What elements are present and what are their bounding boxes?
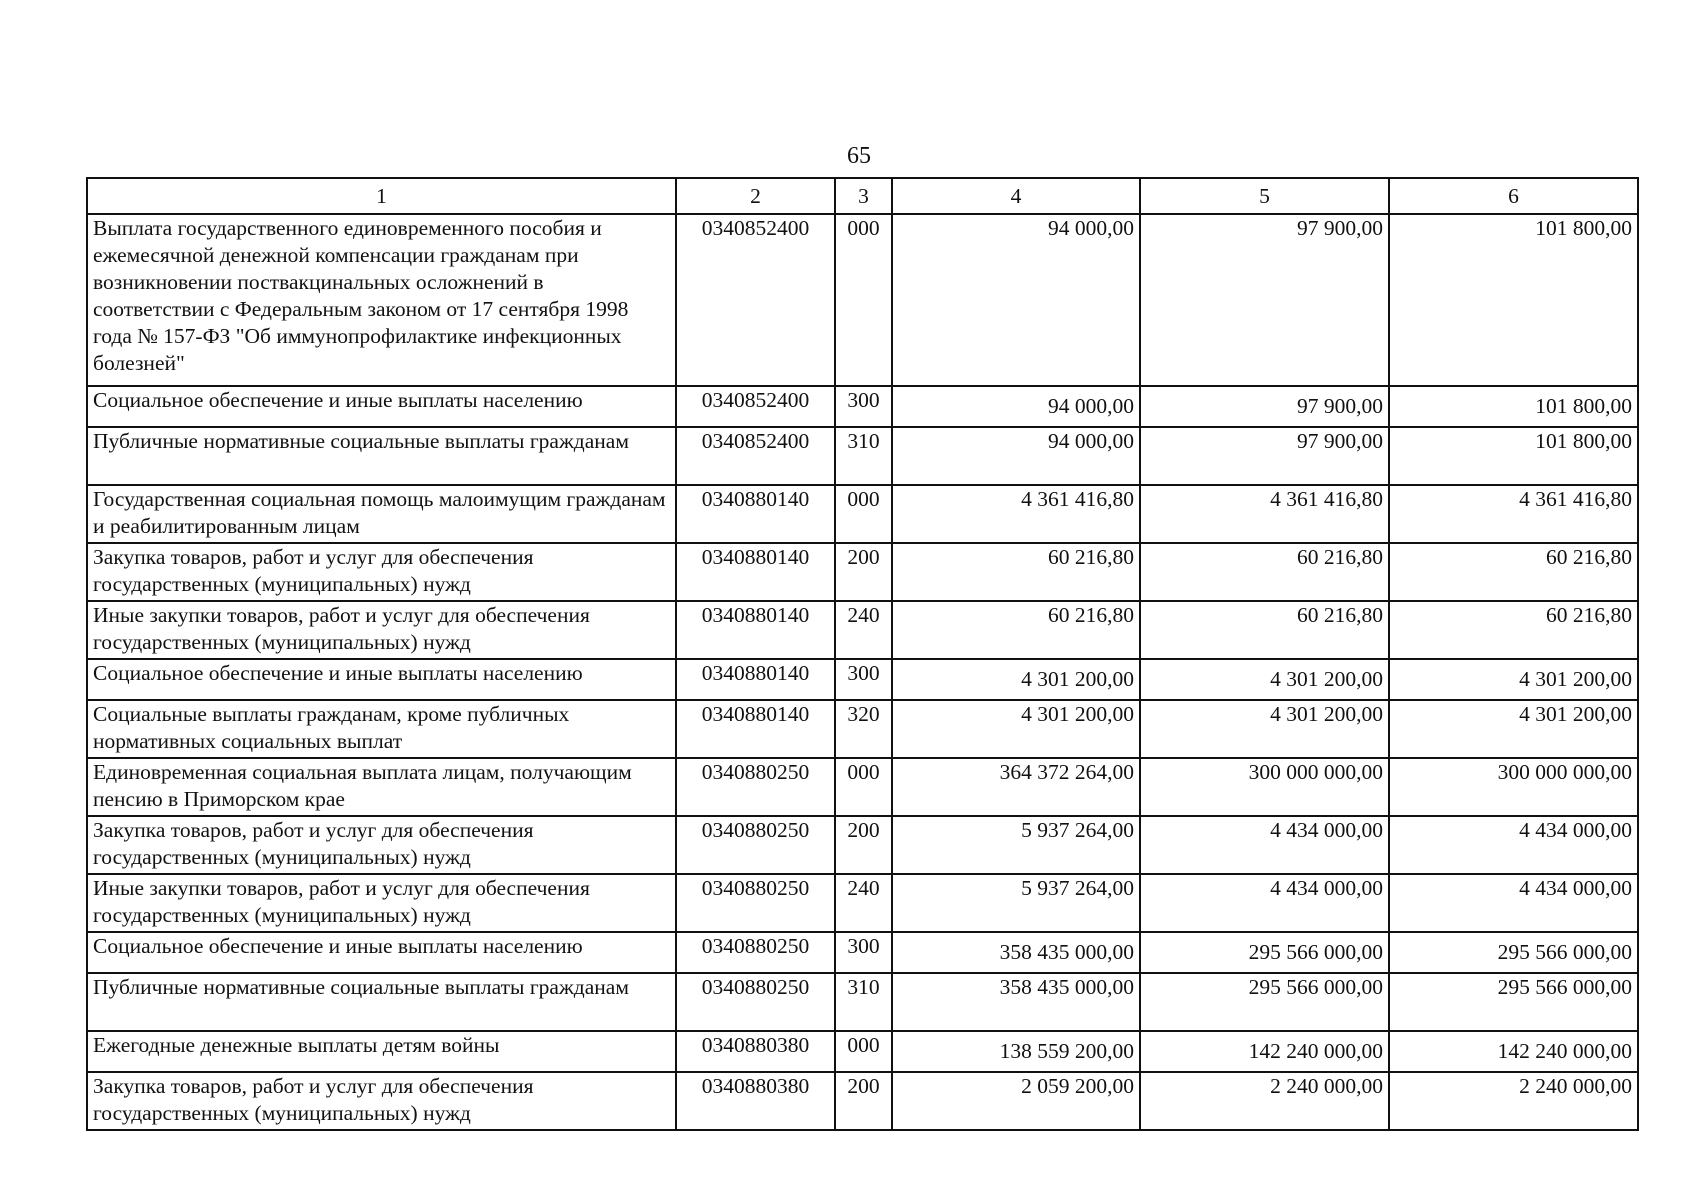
amount-col-4-cell: 60 216,80: [892, 601, 1140, 659]
amount-col-5-cell: 97 900,00: [1140, 214, 1389, 386]
amount-col-5-cell: 295 566 000,00: [1140, 932, 1389, 973]
header-col-2: 2: [676, 178, 835, 214]
amount-col-6-cell: 101 800,00: [1389, 214, 1638, 386]
row-name-cell: Иные закупки товаров, работ и услуг для обеспечения государственных (муниципальных) нужд: [87, 874, 676, 932]
table-row: [87, 758, 1638, 816]
row-name-cell: Выплата государственного единовременного пособия и ежемесячной денежной компенсации гражданам при возникновении поствакцинальных осложнений в соответствии с Федеральным законом от 17 сентября 1998 года № 157-ФЗ "Об иммунопрофилактике инфекционных болезней": [87, 214, 676, 386]
amount-col-6-cell: 101 800,00: [1389, 427, 1638, 485]
target-article-code-cell: 0340880140: [676, 543, 835, 601]
target-article-code-cell: 0340880140: [676, 700, 835, 758]
amount-col-6-cell: 4 301 200,00: [1389, 659, 1638, 700]
amount-col-6-cell: 60 216,80: [1389, 601, 1638, 659]
table-row: [87, 601, 1638, 659]
budget-table: [86, 177, 1639, 1131]
expense-type-code-cell: 240: [835, 874, 892, 932]
amount-col-5-cell: 4 301 200,00: [1140, 659, 1389, 700]
table-row: [87, 214, 1638, 386]
amount-col-5-cell: 2 240 000,00: [1140, 1072, 1389, 1130]
table-row: [87, 700, 1638, 758]
expense-type-code-cell: 320: [835, 700, 892, 758]
amount-col-5-cell: 60 216,80: [1140, 601, 1389, 659]
target-article-code-cell: 0340880250: [676, 932, 835, 973]
header-col-6: 6: [1389, 178, 1638, 214]
amount-col-4-cell: 5 937 264,00: [892, 874, 1140, 932]
header-col-1: 1: [87, 178, 676, 214]
table-row: [87, 659, 1638, 700]
table-row: [87, 1072, 1638, 1130]
expense-type-code-cell: 300: [835, 659, 892, 700]
amount-col-6-cell: 4 301 200,00: [1389, 700, 1638, 758]
amount-col-4-cell: 94 000,00: [892, 214, 1140, 386]
amount-col-4-cell: 94 000,00: [892, 386, 1140, 427]
target-article-code-cell: 0340880380: [676, 1031, 835, 1072]
amount-col-5-cell: 142 240 000,00: [1140, 1031, 1389, 1072]
expense-type-code-cell: 200: [835, 816, 892, 874]
amount-col-4-cell: 358 435 000,00: [892, 932, 1140, 973]
amount-col-6-cell: 2 240 000,00: [1389, 1072, 1638, 1130]
expense-type-code-cell: 240: [835, 601, 892, 659]
amount-col-5-cell: 4 361 416,80: [1140, 485, 1389, 543]
target-article-code-cell: 0340880380: [676, 1072, 835, 1130]
amount-col-4-cell: 4 361 416,80: [892, 485, 1140, 543]
page-number: 65: [847, 143, 871, 169]
row-name-cell: Публичные нормативные социальные выплаты гражданам: [87, 427, 676, 485]
amount-col-4-cell: 2 059 200,00: [892, 1072, 1140, 1130]
row-name-cell: Государственная социальная помощь малоимущим гражданам и реабилитированным лицам: [87, 485, 676, 543]
amount-col-4-cell: 138 559 200,00: [892, 1031, 1140, 1072]
row-name-cell: Социальные выплаты гражданам, кроме публичных нормативных социальных выплат: [87, 700, 676, 758]
amount-col-6-cell: 142 240 000,00: [1389, 1031, 1638, 1072]
amount-col-5-cell: 4 434 000,00: [1140, 816, 1389, 874]
table-row: [87, 543, 1638, 601]
row-name-cell: Социальное обеспечение и иные выплаты населению: [87, 932, 676, 973]
amount-col-5-cell: 4 301 200,00: [1140, 700, 1389, 758]
row-name-cell: Закупка товаров, работ и услуг для обеспечения государственных (муниципальных) нужд: [87, 543, 676, 601]
row-name-cell: Закупка товаров, работ и услуг для обеспечения государственных (муниципальных) нужд: [87, 1072, 676, 1130]
header-col-5: 5: [1140, 178, 1389, 214]
amount-col-4-cell: 4 301 200,00: [892, 659, 1140, 700]
target-article-code-cell: 0340852400: [676, 214, 835, 386]
expense-type-code-cell: 000: [835, 1031, 892, 1072]
expense-type-code-cell: 000: [835, 485, 892, 543]
row-name-cell: Ежегодные денежные выплаты детям войны: [87, 1031, 676, 1072]
table-row: [87, 816, 1638, 874]
target-article-code-cell: 0340880250: [676, 874, 835, 932]
row-name-cell: Социальное обеспечение и иные выплаты населению: [87, 659, 676, 700]
table-row: [87, 874, 1638, 932]
amount-col-6-cell: 300 000 000,00: [1389, 758, 1638, 816]
amount-col-6-cell: 295 566 000,00: [1389, 932, 1638, 973]
expense-type-code-cell: 300: [835, 932, 892, 973]
target-article-code-cell: 0340880140: [676, 601, 835, 659]
amount-col-6-cell: 295 566 000,00: [1389, 973, 1638, 1031]
target-article-code-cell: 0340880250: [676, 816, 835, 874]
amount-col-4-cell: 358 435 000,00: [892, 973, 1140, 1031]
table-row: [87, 1031, 1638, 1072]
amount-col-5-cell: 300 000 000,00: [1140, 758, 1389, 816]
row-name-cell: Единовременная социальная выплата лицам, получающим пенсию в Приморском крае: [87, 758, 676, 816]
header-row: [87, 178, 1638, 214]
amount-col-4-cell: 5 937 264,00: [892, 816, 1140, 874]
table-row: [87, 427, 1638, 485]
expense-type-code-cell: 200: [835, 1072, 892, 1130]
amount-col-6-cell: 4 361 416,80: [1389, 485, 1638, 543]
target-article-code-cell: 0340852400: [676, 386, 835, 427]
table-row: [87, 973, 1638, 1031]
amount-col-5-cell: 295 566 000,00: [1140, 973, 1389, 1031]
row-name-cell: Публичные нормативные социальные выплаты гражданам: [87, 973, 676, 1031]
amount-col-5-cell: 97 900,00: [1140, 427, 1389, 485]
expense-type-code-cell: 000: [835, 214, 892, 386]
target-article-code-cell: 0340852400: [676, 427, 835, 485]
row-name-cell: Социальное обеспечение и иные выплаты населению: [87, 386, 676, 427]
header-col-3: 3: [835, 178, 892, 214]
amount-col-6-cell: 4 434 000,00: [1389, 816, 1638, 874]
amount-col-5-cell: 97 900,00: [1140, 386, 1389, 427]
amount-col-4-cell: 60 216,80: [892, 543, 1140, 601]
expense-type-code-cell: 300: [835, 386, 892, 427]
amount-col-6-cell: 101 800,00: [1389, 386, 1638, 427]
expense-type-code-cell: 310: [835, 427, 892, 485]
row-name-cell: Закупка товаров, работ и услуг для обеспечения государственных (муниципальных) нужд: [87, 816, 676, 874]
target-article-code-cell: 0340880250: [676, 973, 835, 1031]
amount-col-6-cell: 60 216,80: [1389, 543, 1638, 601]
header-col-4: 4: [892, 178, 1140, 214]
expense-type-code-cell: 000: [835, 758, 892, 816]
target-article-code-cell: 0340880250: [676, 758, 835, 816]
table-row: [87, 485, 1638, 543]
amount-col-5-cell: 60 216,80: [1140, 543, 1389, 601]
amount-col-6-cell: 4 434 000,00: [1389, 874, 1638, 932]
target-article-code-cell: 0340880140: [676, 659, 835, 700]
amount-col-4-cell: 94 000,00: [892, 427, 1140, 485]
table-row: [87, 386, 1638, 427]
expense-type-code-cell: 200: [835, 543, 892, 601]
amount-col-4-cell: 364 372 264,00: [892, 758, 1140, 816]
amount-col-4-cell: 4 301 200,00: [892, 700, 1140, 758]
row-name-cell: Иные закупки товаров, работ и услуг для обеспечения государственных (муниципальных) нужд: [87, 601, 676, 659]
target-article-code-cell: 0340880140: [676, 485, 835, 543]
expense-type-code-cell: 310: [835, 973, 892, 1031]
table-row: [87, 932, 1638, 973]
amount-col-5-cell: 4 434 000,00: [1140, 874, 1389, 932]
